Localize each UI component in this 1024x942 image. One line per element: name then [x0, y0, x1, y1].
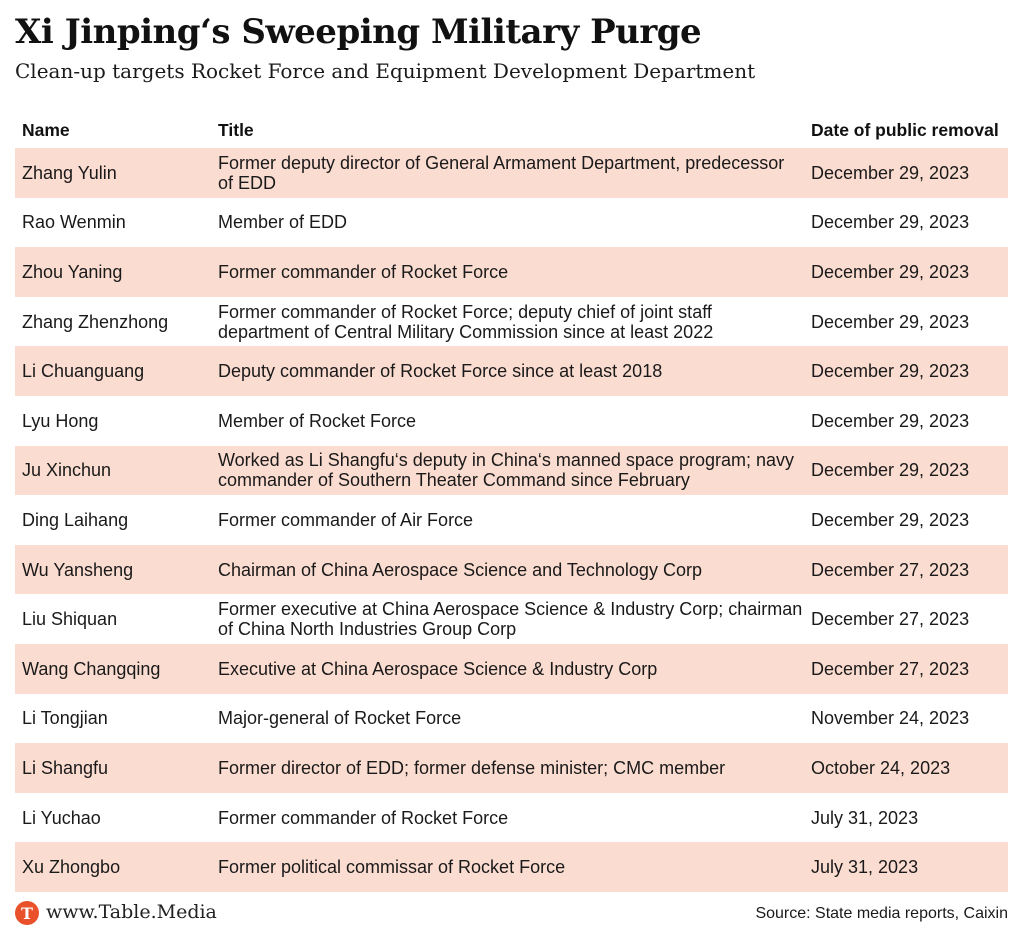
table-row	[15, 247, 1008, 297]
cell-date: December 29, 2023	[811, 162, 970, 183]
cell-title: Deputy commander of Rocket Force since at least 2018	[218, 361, 663, 382]
cell-name: Zhang Zhenzhong	[22, 311, 169, 332]
cell-date: December 29, 2023	[811, 261, 970, 282]
cell-name: Li Shangfu	[22, 757, 109, 778]
table-row	[15, 545, 1008, 595]
cell-title: Former executive at China Aerospace Science & Industry Corp; chairman of China North Industries Group Corp	[218, 599, 803, 640]
table-row	[15, 198, 1008, 248]
cell-name: Xu Zhongbo	[22, 857, 121, 878]
cell-name: Li Chuanguang	[22, 361, 145, 382]
cell-title: Major-general of Rocket Force	[218, 708, 462, 729]
table-row	[15, 694, 1008, 744]
table-row	[15, 396, 1008, 446]
page-title: Xi Jinping‘s Sweeping Military Purge	[15, 12, 702, 52]
cell-date: December 29, 2023	[811, 311, 970, 332]
cell-title: Former commander of Rocket Force; deputy chief of joint staff department of Central Military Commission since at least 2022	[218, 301, 714, 342]
table-row	[15, 346, 1008, 396]
cell-title: Chairman of China Aerospace Science and Technology Corp	[218, 559, 702, 580]
cell-title: Executive at China Aerospace Science & Industry Corp	[218, 658, 658, 679]
table-row	[15, 446, 1008, 496]
page-subtitle: Clean-up targets Rocket Force and Equipment Development Department	[15, 59, 756, 83]
cell-title: Worked as Li Shangfu‘s deputy in China‘s manned space program; navy commander of Southern Theater Command since February	[218, 450, 794, 491]
cell-name: Li Tongjian	[22, 708, 108, 729]
cell-title: Former commander of Rocket Force	[218, 261, 509, 282]
cell-name: Lyu Hong	[22, 410, 99, 431]
cell-date: December 27, 2023	[811, 609, 970, 630]
purge-table	[15, 112, 1008, 892]
cell-title: Former political commissar of Rocket Force	[218, 857, 566, 878]
cell-date: December 29, 2023	[811, 361, 970, 382]
table-body	[15, 148, 1008, 892]
cell-name: Ding Laihang	[22, 509, 129, 530]
cell-date: July 31, 2023	[811, 807, 919, 828]
table-row	[15, 148, 1008, 198]
cell-name: Zhou Yaning	[22, 261, 123, 282]
cell-title: Former deputy director of General Armament Department, predecessor of EDD	[218, 152, 785, 193]
table-media-logo-icon: T	[15, 901, 39, 925]
cell-title: Member of EDD	[218, 212, 348, 233]
cell-name: Li Yuchao	[22, 807, 101, 828]
table-row	[15, 594, 1008, 644]
cell-name: Zhang Yulin	[22, 162, 117, 183]
table-row	[15, 842, 1008, 892]
cell-title: Member of Rocket Force	[218, 410, 417, 431]
cell-name: Wu Yansheng	[22, 559, 134, 580]
cell-date: October 24, 2023	[811, 757, 951, 778]
cell-date: November 24, 2023	[811, 708, 970, 729]
cell-title: Former director of EDD; former defense minister; CMC member	[218, 757, 726, 778]
table-row	[15, 495, 1008, 545]
cell-date: December 29, 2023	[811, 460, 970, 481]
column-header-name: Name	[22, 120, 70, 140]
cell-title: Former commander of Air Force	[218, 509, 474, 530]
cell-date: December 27, 2023	[811, 658, 970, 679]
footer-source: Source: State media reports, Caixin	[755, 905, 1008, 922]
cell-name: Rao Wenmin	[22, 212, 126, 233]
cell-title: Former commander of Rocket Force	[218, 807, 509, 828]
cell-name: Liu Shiquan	[22, 609, 118, 630]
cell-name: Ju Xinchun	[22, 460, 112, 481]
cell-date: December 29, 2023	[811, 509, 970, 530]
table-row	[15, 743, 1008, 793]
table-row	[15, 297, 1008, 347]
column-header-title: Title	[218, 120, 254, 140]
cell-date: December 27, 2023	[811, 559, 970, 580]
table-row	[15, 793, 1008, 843]
cell-date: December 29, 2023	[811, 212, 970, 233]
column-header-date: Date of public removal	[811, 120, 999, 140]
cell-date: December 29, 2023	[811, 410, 970, 431]
footer-site: www.Table.Media	[46, 901, 217, 923]
cell-date: July 31, 2023	[811, 857, 919, 878]
cell-name: Wang Changqing	[22, 658, 161, 679]
table-header	[15, 112, 1008, 148]
table-row	[15, 644, 1008, 694]
